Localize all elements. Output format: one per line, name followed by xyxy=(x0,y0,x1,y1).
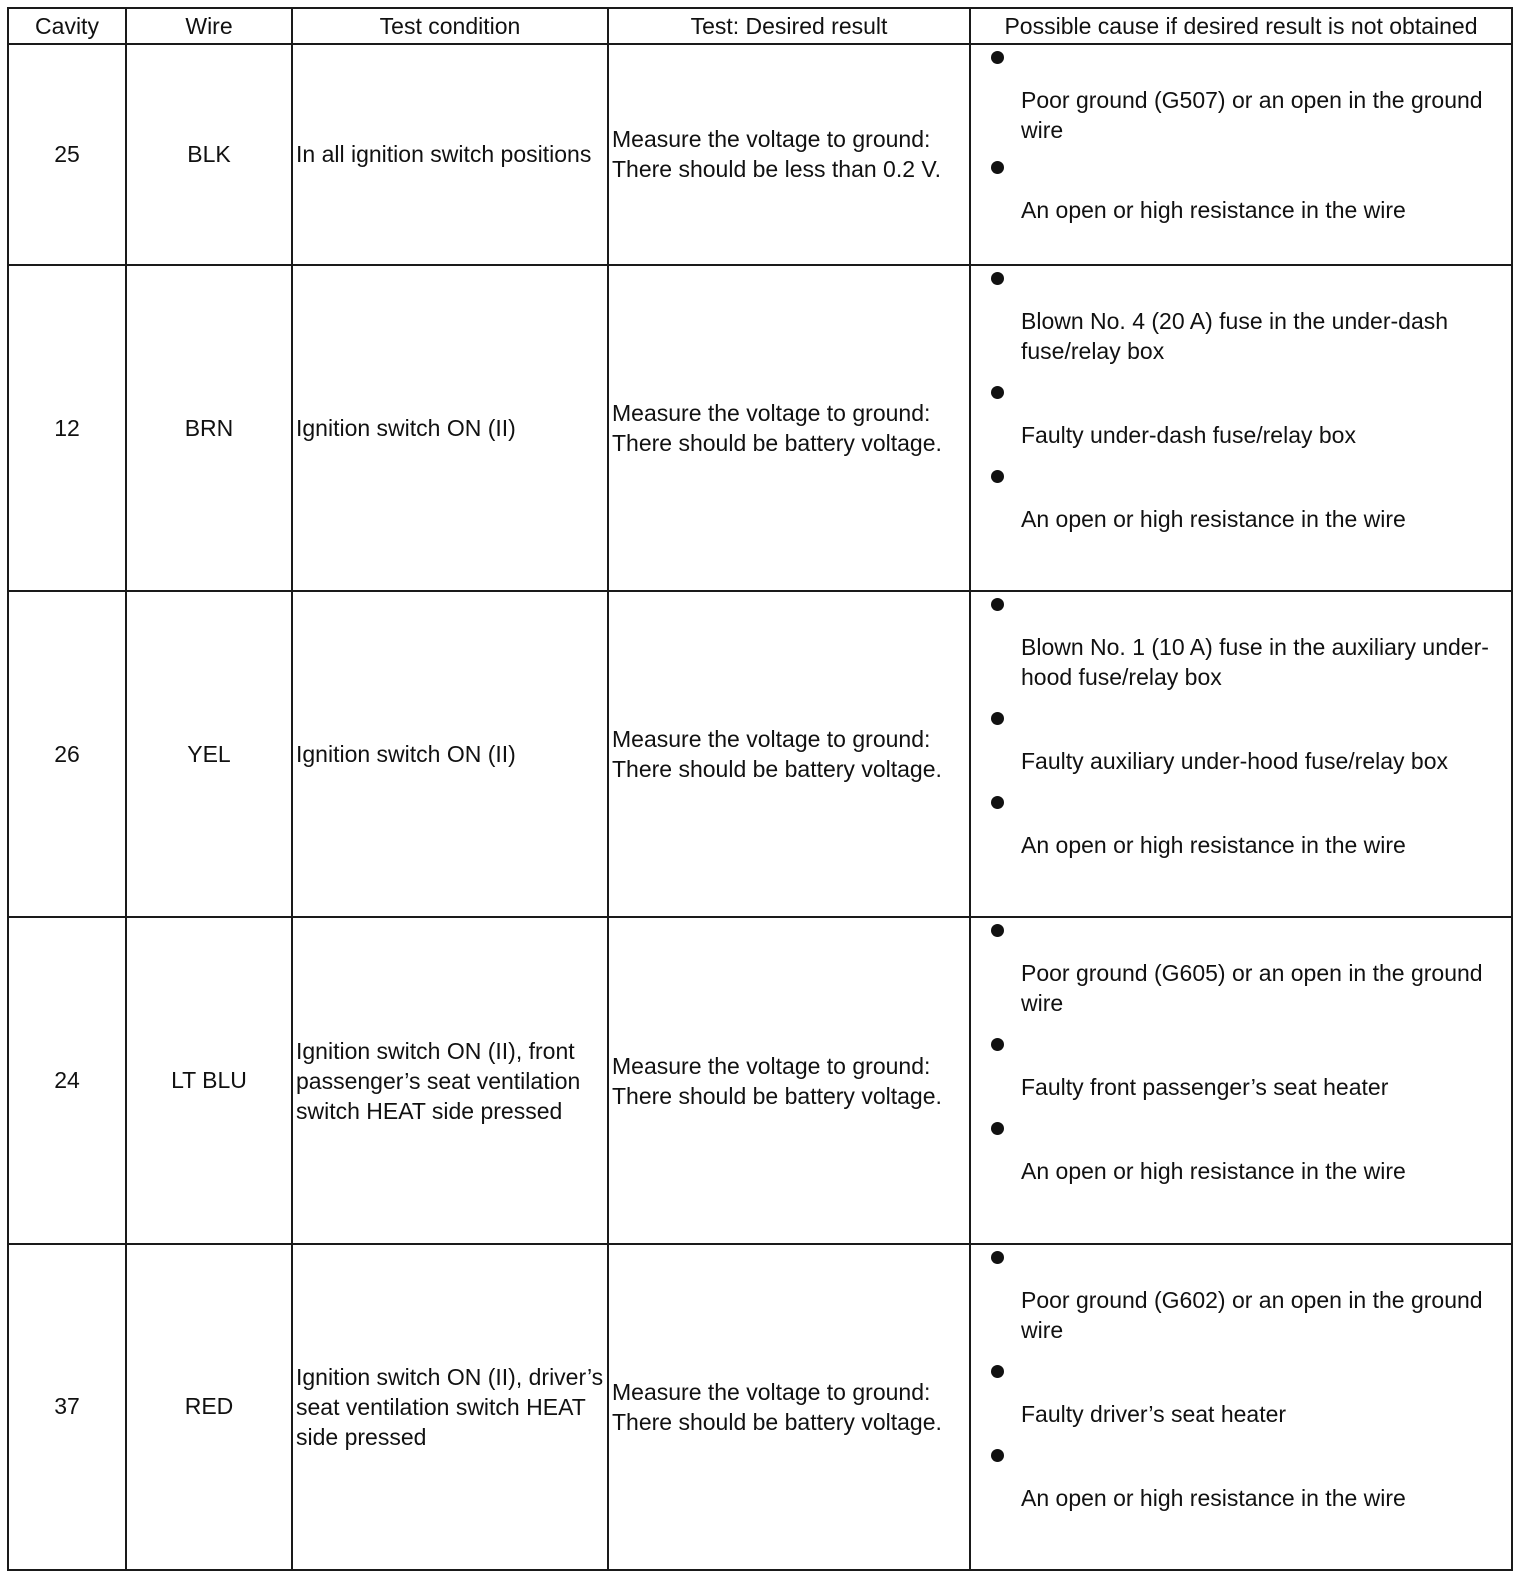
header-cavity: Cavity xyxy=(8,8,126,44)
cause-item xyxy=(971,45,1511,145)
table-row xyxy=(8,1244,1512,1570)
wire-cell: YEL xyxy=(126,591,292,917)
cause-list xyxy=(971,45,1511,264)
cause-text: Blown No. 1 (10 A) fuse in the auxiliary under-hood fuse/relay box xyxy=(1021,634,1489,691)
bullet-icon xyxy=(991,712,1004,725)
bullet-icon xyxy=(991,51,1004,64)
cause-text: Poor ground (G602) or an open in the ground wire xyxy=(1021,1286,1483,1343)
possible-cause-cell xyxy=(970,44,1512,265)
cause-text: Poor ground (G507) or an open in the ground wire xyxy=(1021,87,1483,143)
wire-cell: LT BLU xyxy=(126,917,292,1243)
bullet-icon xyxy=(991,1449,1004,1462)
bullet-icon xyxy=(991,1251,1004,1264)
cause-item xyxy=(971,1116,1511,1186)
cause-list xyxy=(971,1245,1511,1569)
bullet-icon xyxy=(991,470,1004,483)
cause-item xyxy=(971,1032,1511,1102)
test-condition-cell: Ignition switch ON (II) xyxy=(292,265,608,591)
wire-cell: BRN xyxy=(126,265,292,591)
cavity-cell: 25 xyxy=(8,44,126,265)
cause-text: Faulty driver’s seat heater xyxy=(1021,1400,1287,1427)
bullet-icon xyxy=(991,161,1004,174)
header-test-condition: Test condition xyxy=(292,8,608,44)
cause-item xyxy=(971,790,1511,860)
wire-cell: BLK xyxy=(126,44,292,265)
table-row xyxy=(8,265,1512,591)
table-row xyxy=(8,44,1512,265)
cause-item xyxy=(971,706,1511,776)
bullet-icon xyxy=(991,272,1004,285)
test-condition-cell: Ignition switch ON (II), driver’s seat ventilation switch HEAT side pressed xyxy=(292,1244,608,1570)
cause-text: An open or high resistance in the wire xyxy=(1021,197,1406,223)
bullet-icon xyxy=(991,1122,1004,1135)
test-condition-cell: Ignition switch ON (II) xyxy=(292,591,608,917)
cause-item xyxy=(971,155,1511,225)
test-condition-cell: In all ignition switch positions xyxy=(292,44,608,265)
cause-text: An open or high resistance in the wire xyxy=(1021,505,1406,532)
cause-item xyxy=(971,1443,1511,1513)
desired-result-cell: Measure the voltage to ground: There should be less than 0.2 V. xyxy=(608,44,970,265)
possible-cause-cell xyxy=(970,265,1512,591)
cause-list xyxy=(971,266,1511,590)
possible-cause-cell xyxy=(970,591,1512,917)
cause-item xyxy=(971,266,1511,366)
cavity-cell: 24 xyxy=(8,917,126,1243)
cause-text: Poor ground (G605) or an open in the ground wire xyxy=(1021,960,1483,1017)
cause-text: Blown No. 4 (20 A) fuse in the under-dash fuse/relay box xyxy=(1021,307,1449,364)
bullet-icon xyxy=(991,924,1004,937)
cause-list xyxy=(971,592,1511,916)
cause-text: Faulty under-dash fuse/relay box xyxy=(1021,421,1356,448)
cause-item xyxy=(971,464,1511,534)
table-row xyxy=(8,917,1512,1243)
table-row xyxy=(8,591,1512,917)
wire-cell: RED xyxy=(126,1244,292,1570)
cause-text: An open or high resistance in the wire xyxy=(1021,1158,1406,1185)
cause-text: Faulty front passenger’s seat heater xyxy=(1021,1074,1389,1101)
desired-result-cell: Measure the voltage to ground: There should be battery voltage. xyxy=(608,917,970,1243)
bullet-icon xyxy=(991,796,1004,809)
cause-text: Faulty auxiliary under-hood fuse/relay box xyxy=(1021,748,1449,775)
desired-result-cell: Measure the voltage to ground: There should be battery voltage. xyxy=(608,591,970,917)
header-wire: Wire xyxy=(126,8,292,44)
desired-result-cell: Measure the voltage to ground: There should be battery voltage. xyxy=(608,265,970,591)
desired-result-cell: Measure the voltage to ground: There should be battery voltage. xyxy=(608,1244,970,1570)
cause-text: An open or high resistance in the wire xyxy=(1021,832,1406,859)
possible-cause-cell xyxy=(970,917,1512,1243)
bullet-icon xyxy=(991,386,1004,399)
test-condition-cell: Ignition switch ON (II), front passenger’s seat ventilation switch HEAT side pressed xyxy=(292,917,608,1243)
cause-list xyxy=(971,918,1511,1242)
cause-item xyxy=(971,918,1511,1018)
cavity-cell: 26 xyxy=(8,591,126,917)
bullet-icon xyxy=(991,1038,1004,1051)
bullet-icon xyxy=(991,598,1004,611)
possible-cause-cell xyxy=(970,1244,1512,1570)
cause-text: An open or high resistance in the wire xyxy=(1021,1484,1406,1511)
cause-item xyxy=(971,1359,1511,1429)
cause-item xyxy=(971,592,1511,692)
bullet-icon xyxy=(991,1365,1004,1378)
cavity-cell: 12 xyxy=(8,265,126,591)
cause-item xyxy=(971,1245,1511,1345)
cause-item xyxy=(971,380,1511,450)
cavity-cell: 37 xyxy=(8,1244,126,1570)
header-possible-cause: Possible cause if desired result is not obtained xyxy=(970,8,1512,44)
header-row xyxy=(8,8,1512,44)
header-desired-result: Test: Desired result xyxy=(608,8,970,44)
connector-test-table xyxy=(7,7,1513,1571)
